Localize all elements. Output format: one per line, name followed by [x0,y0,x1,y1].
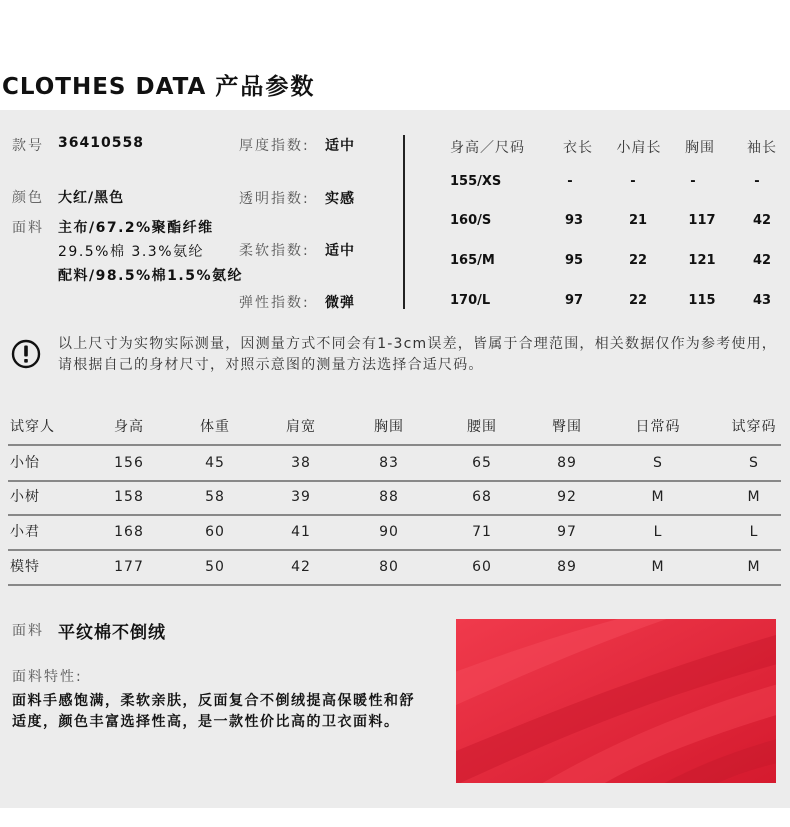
table-cell: 模特 [10,559,40,575]
size-cell: 160/S [450,213,492,228]
table-row [8,550,781,586]
table-cell: 45 [205,455,225,471]
softness-label: 柔软指数: [239,243,310,259]
table-cell: S [653,455,663,471]
table-header-cell: 腰围 [467,419,497,435]
table-cell: 38 [291,455,311,471]
table-cell: M [747,489,761,505]
size-cell: 95 [564,253,584,268]
exclamation-circle-icon [11,339,41,369]
table-cell: 83 [379,455,399,471]
table-header-cell: 体重 [200,419,230,435]
table-header-cell: 试穿码 [731,419,777,435]
fabric-features-label: 面料特性: [12,669,83,685]
size-cell: - [630,174,636,189]
title-en: CLOTHES DATA [2,74,207,100]
color-label: 颜色 [12,190,44,206]
size-cell: - [754,174,760,189]
size-cell: 117 [688,213,716,228]
table-cell: 68 [472,489,492,505]
size-cell: 21 [628,213,648,228]
table-cell: 小怡 [10,455,40,471]
fabric-line: 配料/98.5%棉1.5%氨纶 [58,268,244,284]
transparency-value: 实感 [325,191,355,207]
table-cell: 65 [472,455,492,471]
size-cell: 115 [688,293,716,308]
table-cell: 92 [557,489,577,505]
fabric-label: 面料 [12,220,44,236]
size-header: 胸围 [685,140,715,156]
size-cell: 93 [564,213,584,228]
size-cell: 170/L [450,293,491,308]
size-cell: 155/XS [450,174,502,189]
size-cell: 42 [752,213,772,228]
fabric-texture [456,619,776,783]
table-cell: S [749,455,759,471]
size-header: 小肩长 [616,140,662,156]
size-header: 身高／尺码 [450,140,525,156]
fabric-features-text: 面料手感饱满，柔软亲肤，反面复合不倒绒提高保暖性和舒适度，颜色丰富选择性高，是一款性价比高的卫衣面料。 [12,693,415,730]
size-cell: 121 [688,253,716,268]
size-header: 袖长 [747,140,777,156]
table-cell: 39 [291,489,311,505]
table-header-cell: 试穿人 [10,419,55,435]
table-cell: 60 [205,524,225,540]
table-cell: 41 [291,524,311,540]
table-cell: 89 [557,455,577,471]
table-row [8,515,781,551]
size-cell: 22 [628,293,648,308]
size-cell: 42 [752,253,772,268]
table-cell: L [749,524,759,540]
size-cell: 165/M [450,253,495,268]
table-cell: 50 [205,559,225,575]
size-cell: - [567,174,573,189]
table-header-cell: 身高 [114,419,144,435]
fabric-line: 主布/67.2%聚酯纤维 [58,220,214,236]
fabric-swatch-image [456,619,776,783]
size-cell: 22 [628,253,648,268]
elasticity-value: 微弹 [325,295,355,311]
table-cell: 168 [114,524,144,540]
code-label: 款号 [12,138,44,154]
table-cell: 90 [379,524,399,540]
thickness-label: 厚度指数: [239,138,310,154]
table-header-cell: 日常码 [635,419,681,435]
size-cell: 43 [752,293,772,308]
table-row [8,480,781,516]
table-cell: 88 [379,489,399,505]
table-cell: L [653,524,663,540]
color-value: 大红/黑色 [58,190,125,206]
table-cell: 80 [379,559,399,575]
table-cell: 58 [205,489,225,505]
table-cell: 158 [114,489,144,505]
transparency-label: 透明指数: [239,191,310,207]
size-cell: 97 [564,293,584,308]
page-title [2,68,315,101]
fabric-type: 平纹棉不倒绒 [58,623,166,643]
table-cell: 71 [472,524,492,540]
table-header-row [8,410,781,446]
table-cell: 97 [557,524,577,540]
table-cell: M [651,559,665,575]
table-cell: M [651,489,665,505]
table-cell: 60 [472,559,492,575]
table-header-cell: 臀围 [552,419,582,435]
fabric-section-label: 面料 [12,623,44,639]
size-header: 衣长 [563,140,593,156]
table-cell: 177 [114,559,144,575]
table-cell: 89 [557,559,577,575]
table-header-cell: 胸围 [374,419,404,435]
size-notice-text: 以上尺寸为实物实际测量，因测量方式不同会有1-3cm误差，皆属于合理范围，相关数据仅作为参考使用，请根据自己的身材尺寸，对照示意图的测量方法选择合适尺码。 [58,336,777,373]
table-cell: 156 [114,455,144,471]
code-value: 36410558 [58,135,144,151]
table-row [8,446,781,482]
size-cell: - [690,174,696,189]
fabric-line: 29.5%棉 3.3%氨纶 [58,244,204,260]
table-cell: M [747,559,761,575]
elasticity-label: 弹性指数: [239,295,310,311]
table-cell: 42 [291,559,311,575]
softness-value: 适中 [325,243,355,259]
thickness-value: 适中 [325,138,355,154]
table-cell: 小树 [10,489,40,505]
vertical-divider [403,135,405,309]
title-cn: 产品参数 [215,74,316,100]
table-cell: 小君 [10,524,40,540]
table-header-cell: 肩宽 [286,419,316,435]
